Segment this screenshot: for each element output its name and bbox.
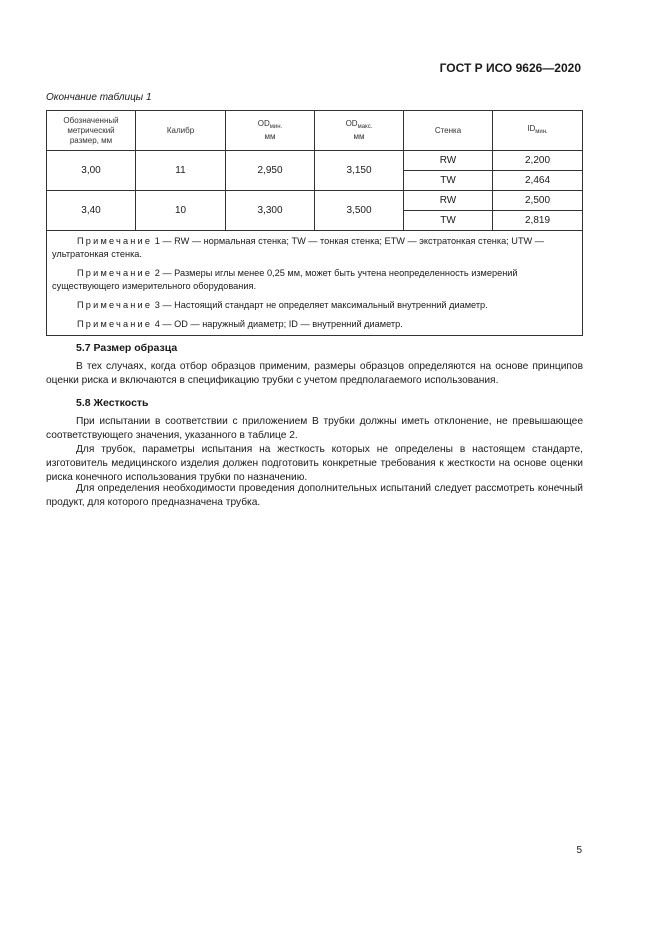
table-header-row <box>47 111 583 151</box>
header-od-max-unit: мм <box>353 132 365 141</box>
table-row <box>47 151 583 171</box>
header-id-min-sub: мин. <box>535 129 548 135</box>
cell-size: 3,40 <box>47 191 136 231</box>
note-label: Примечание <box>77 236 153 246</box>
table-note <box>52 235 577 261</box>
header-od-min-unit: мм <box>264 132 276 141</box>
cell-id-min: 2,819 <box>493 211 583 231</box>
cell-id-min: 2,500 <box>493 191 583 211</box>
paragraph: Для трубок, параметры испытания на жесткость которых не определены в настоящем стандарте, изготовитель медицинского изделия должен подготовить конкретные требования к жесткости на основе оценки риска конечного использования трубки по назначению. <box>46 444 583 483</box>
cell-size: 3,00 <box>47 151 136 191</box>
document-code: ГОСТ Р ИСО 9626—2020 <box>439 61 581 75</box>
header-od-max <box>315 111 404 151</box>
cell-id-min: 2,464 <box>493 171 583 191</box>
header-size <box>47 111 136 151</box>
note-text: 2 — Размеры иглы менее 0,25 мм, может быть учтена неопределенность измерений существующего измерительного оборудования. <box>52 268 518 291</box>
note-label: Примечание <box>77 268 153 278</box>
table-note <box>52 299 577 312</box>
note-label: Примечание <box>77 319 153 329</box>
section-heading-stiffness: 5.8 Жесткость <box>76 397 149 409</box>
header-id-min <box>493 111 583 151</box>
table-note <box>52 267 577 293</box>
header-od-min <box>226 111 315 151</box>
cell-id-min: 2,200 <box>493 151 583 171</box>
cell-wall: TW <box>404 171 493 191</box>
header-size-line-1: Обозначенный <box>63 115 119 125</box>
header-id-min-main: ID <box>527 124 536 133</box>
cell-od-min: 3,300 <box>226 191 315 231</box>
paragraph: В тех случаях, когда отбор образцов применим, размеры образцов определяются на основе принципов оценки риска и включаются в спецификацию трубки с учетом предполагаемого использования. <box>46 361 583 386</box>
cell-caliber: 11 <box>136 151 226 191</box>
table-notes-row <box>47 231 583 336</box>
header-size-line-3: размер, мм <box>69 135 113 145</box>
paragraph: Для определения необходимости проведения дополнительных испытаний следует рассмотреть конечный продукт, для которого предназначена трубка. <box>46 483 583 508</box>
section-heading-sample-size: 5.7 Размер образца <box>76 342 178 354</box>
table-note <box>52 318 577 331</box>
table-row <box>47 191 583 211</box>
cell-wall: RW <box>404 151 493 171</box>
spec-table <box>46 110 583 336</box>
table-notes <box>47 231 583 336</box>
header-wall: Стенка <box>404 111 493 151</box>
cell-od-max: 3,500 <box>315 191 404 231</box>
header-od-min-main: OD <box>257 119 270 128</box>
cell-wall: RW <box>404 191 493 211</box>
cell-od-max: 3,150 <box>315 151 404 191</box>
header-size-line-2: метрический <box>67 125 115 135</box>
note-text: 4 — OD — наружный диаметр; ID — внутренний диаметр. <box>152 319 403 329</box>
header-od-max-main: OD <box>345 119 358 128</box>
cell-wall: TW <box>404 211 493 231</box>
cell-od-min: 2,950 <box>226 151 315 191</box>
cell-caliber: 10 <box>136 191 226 231</box>
header-od-min-sub: мин. <box>269 124 283 130</box>
table-caption: Окончание таблицы 1 <box>46 92 152 103</box>
paragraph: При испытании в соответствии с приложением В трубки должны иметь отклонение, не превышающее соответствующего значения, указанного в таблице 2. <box>46 416 583 441</box>
note-text: 1 — RW — нормальная стенка; TW — тонкая стенка; ETW — экстратонкая стенка; UTW — ультратонкая стенка. <box>52 236 544 259</box>
note-text: 3 — Настоящий стандарт не определяет максимальный внутренний диаметр. <box>152 300 488 310</box>
note-label: Примечание <box>77 300 153 310</box>
header-caliber: Калибр <box>136 111 226 151</box>
header-od-max-sub: макс. <box>357 124 373 130</box>
page-number: 5 <box>576 845 582 856</box>
